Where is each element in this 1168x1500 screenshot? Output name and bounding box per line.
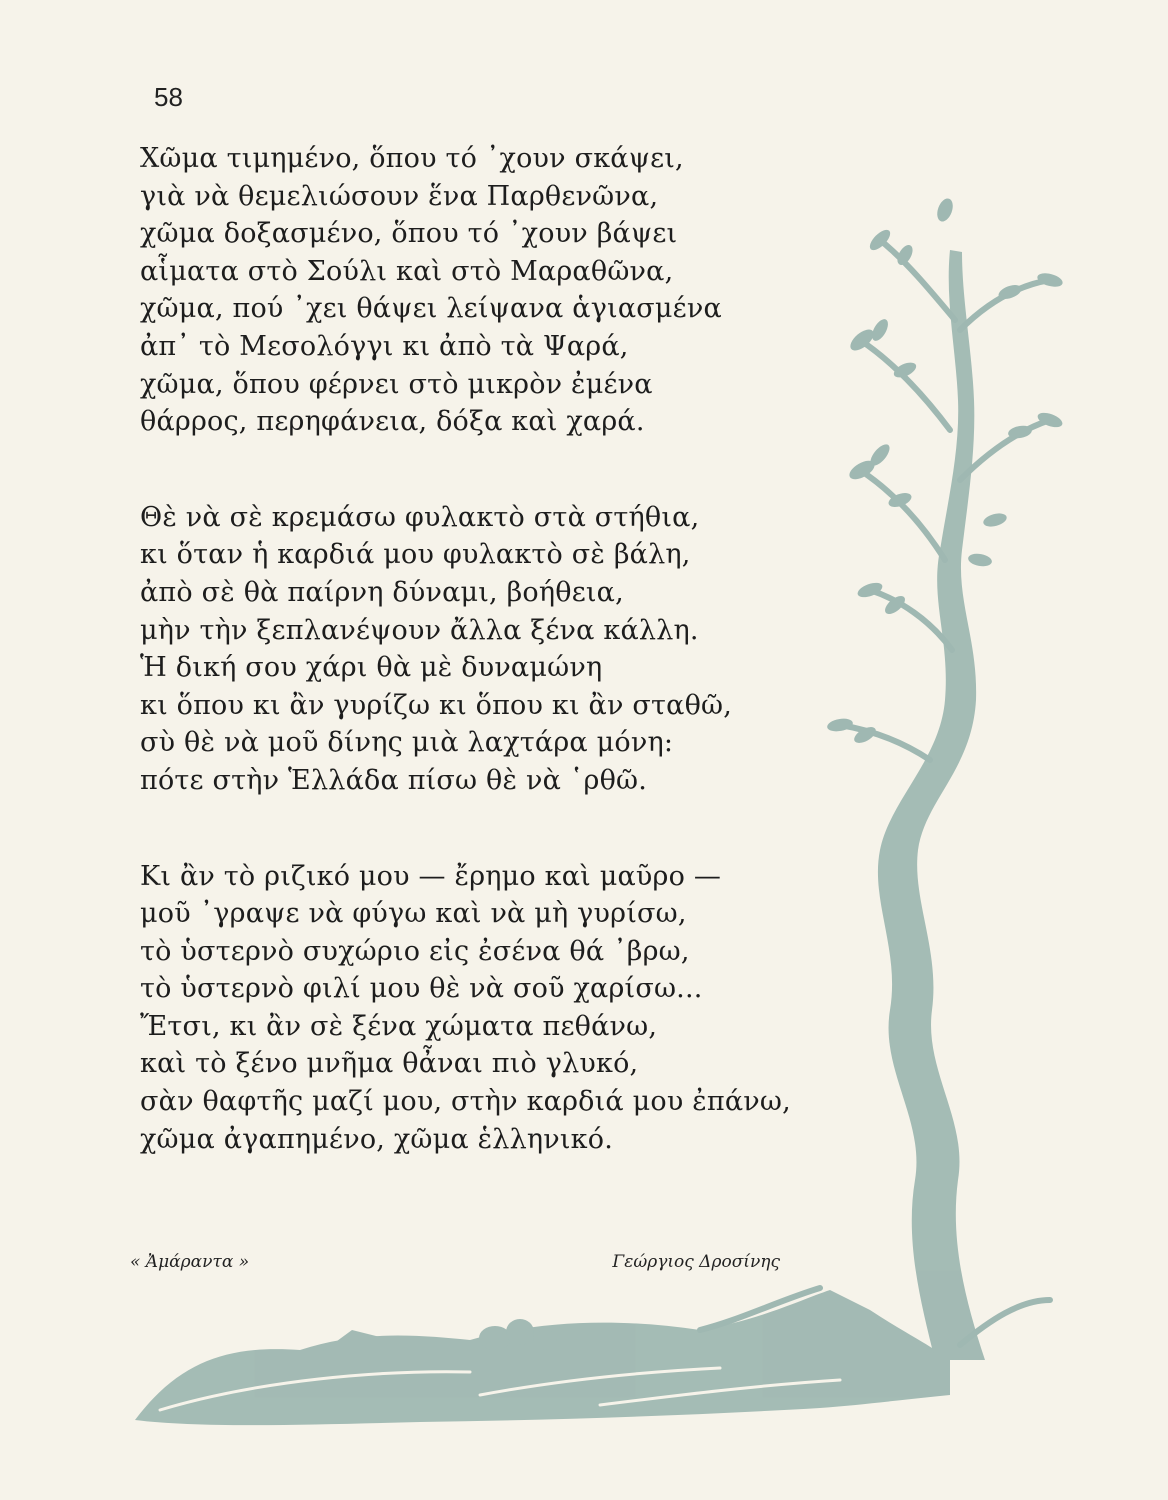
poem-line: ἀπὸ σὲ θὰ παίρνη δύναμι, βοήθεια, [140, 576, 624, 608]
poem-line: μὴν τὴν ξεπλανέψουν ἄλλα ξένα κάλλη. [140, 614, 699, 646]
poem-line: ἀπ᾽ τὸ Μεσολόγγι κι ἀπὸ τὰ Ψαρά, [140, 330, 629, 362]
poem-line: πότε στὴν Ἑλλάδα πίσω θὲ νὰ ῾ρθῶ. [140, 764, 648, 796]
poem-line: γιὰ νὰ θεμελιώσουν ἕνα Παρθενῶνα, [140, 180, 659, 212]
stanza-3 [140, 858, 820, 1159]
poem-line: θάρρος, περηφάνεια, δόξα καὶ χαρά. [140, 406, 645, 438]
source-title: « Ἀμάραντα » [130, 1252, 250, 1272]
poem-line: σὰν θαφτῆς μαζί μου, στὴν καρδιά μου ἐπάνω, [140, 1086, 791, 1118]
poem-line: Ἔτσι, κι ἂν σὲ ξένα χώματα πεθάνω, [140, 1010, 658, 1042]
poem-line: Ἡ δική σου χάρι θὰ μὲ δυναμώνη [140, 652, 603, 684]
page-number: 58 [154, 82, 183, 112]
stanza-1 [140, 140, 820, 441]
poem-line: χῶμα ἀγαπημένο, χῶμα ἑλληνικό. [140, 1123, 613, 1155]
poem-line: χῶμα δοξασμένο, ὅπου τό ᾽χουν βάψει [140, 218, 678, 250]
poem-line: Θὲ νὰ σὲ κρεμάσω φυλακτὸ στὰ στήθια, [140, 501, 700, 533]
stanza-2 [140, 499, 820, 800]
poem-line: τὸ ὑστερνὸ φιλί μου θὲ νὰ σοῦ χαρίσω... [140, 973, 703, 1005]
poem-line: Χῶμα τιμημένο, ὅπου τό ᾽χουν σκάψει, [140, 143, 684, 174]
poem-line: χῶμα, ὅπου φέρνει στὸ μικρὸν ἐμένα [140, 368, 653, 400]
poem-line: κι ὅταν ἡ καρδιά μου φυλακτὸ σὲ βάλη, [140, 539, 691, 571]
poem [140, 140, 820, 1158]
poem-line: μοῦ ᾽γραψε νὰ φύγω καὶ νὰ μὴ γυρίσω, [140, 898, 687, 930]
poem-line: αἷματα στὸ Σούλι καὶ στὸ Μαραθῶνα, [140, 255, 674, 287]
author-name: Γεώργιος Δροσίνης [612, 1252, 780, 1272]
poem-line: καὶ τὸ ξένο μνῆμα θἆναι πιὸ γλυκό, [140, 1048, 639, 1080]
poem-line: σὺ θὲ νὰ μοῦ δίνης μιὰ λαχτάρα μόνη: [140, 727, 674, 759]
poem-line: Κι ἂν τὸ ριζικό μου — ἔρημο καὶ μαῦρο — [140, 860, 722, 892]
poem-line: χῶμα, πού ᾽χει θάψει λείψανα ἁγιασμένα [140, 293, 722, 325]
poem-line: τὸ ὑστερνὸ συχώριο εἰς ἐσένα θά ᾽βρω, [140, 935, 690, 967]
poem-line: κι ὅπου κι ἂν γυρίζω κι ὅπου κι ἂν σταθῶ, [140, 689, 733, 721]
